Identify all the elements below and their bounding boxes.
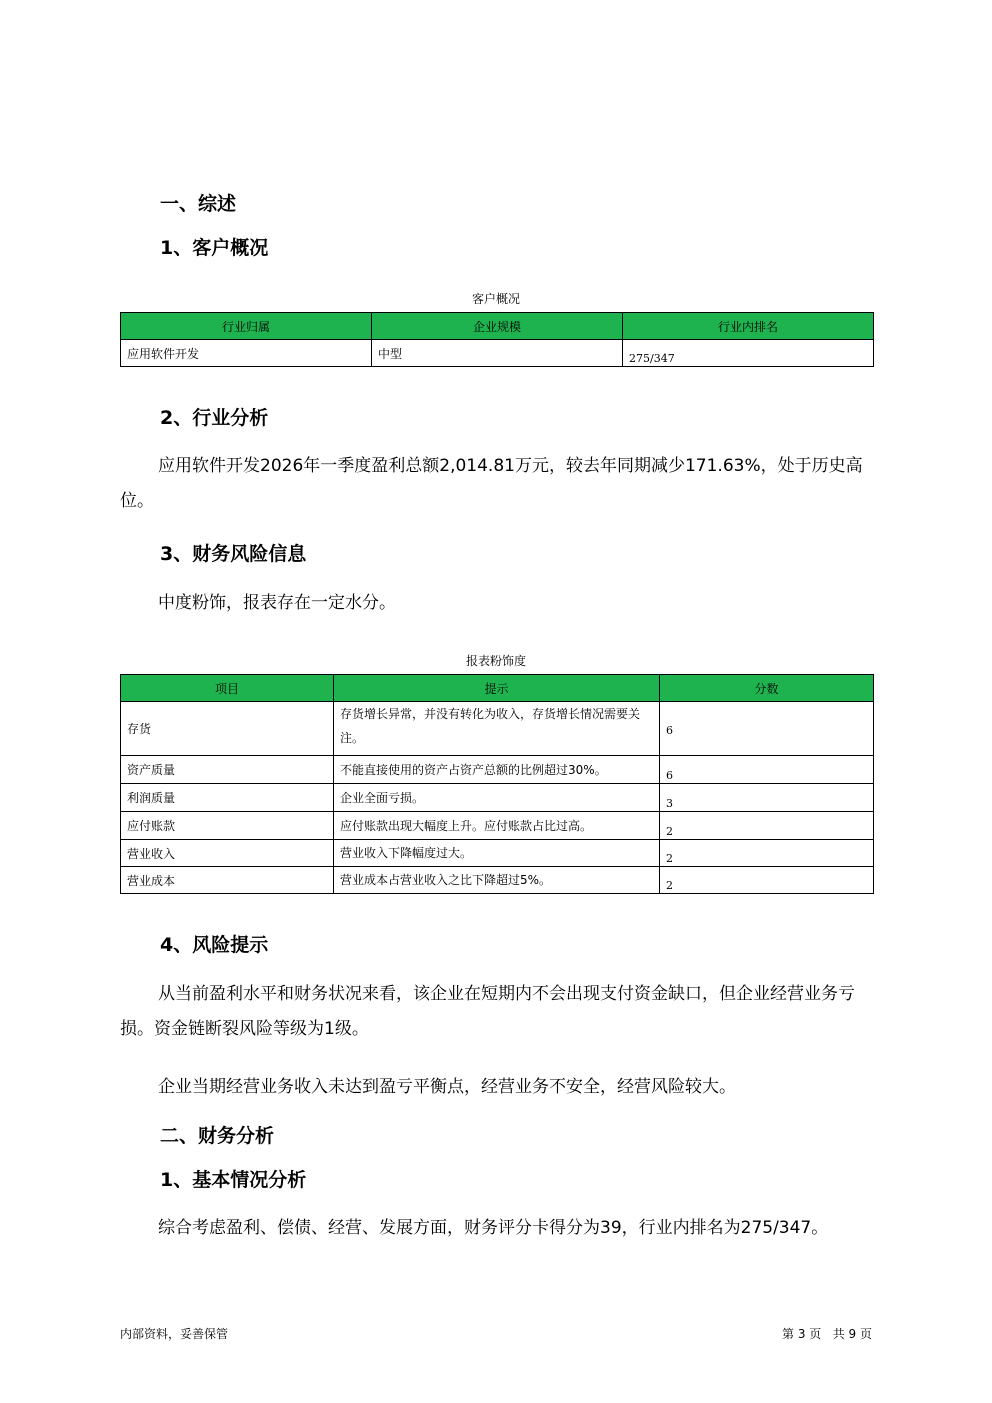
risk-warning-text-1: 从当前盈利水平和财务状况来看，该企业在短期内不会出现支付资金缺口，但企业经营业务亏损。资金链断裂风险等级为1级。 [120,984,855,1039]
item-cell: 资产质量 [121,756,334,784]
table-row [121,867,874,894]
item-cell: 营业收入 [121,840,334,867]
industry-cell: 应用软件开发 [121,340,372,367]
column-header: 项目 [121,675,334,702]
table-row [121,812,874,840]
fraud-table-caption: 报表粉饰度 [465,654,526,668]
score-cell: 6 [660,756,874,784]
basic-analysis-text: 综合考虑盈利、偿债、经营、发展方面，财务评分卡得分为39，行业内排名为275/347。 [158,1218,829,1238]
column-header: 行业归属 [121,313,372,340]
score-cell: 2 [660,867,874,894]
section-title-financial: 二、财务分析 [160,1125,275,1147]
score-cell: 2 [660,812,874,840]
footer-note: 内部资料，妥善保管 [120,1327,229,1341]
item-cell: 应付账款 [121,812,334,840]
table-row [121,340,874,367]
score-cell: 6 [660,702,874,756]
hint-cell: 存货增长异常，并没有转化为收入，存货增长情况需要关注。 [334,702,660,756]
table-row [121,756,874,784]
subsection-title-risk-info: 3、财务风险信息 [160,543,307,565]
customer-table [120,312,874,367]
item-cell: 存货 [121,702,334,756]
table-row [121,840,874,867]
subsection-title-customer: 1、客户概况 [160,237,269,259]
table-header-row [121,313,874,340]
subsection-title-industry: 2、行业分析 [160,407,269,429]
hint-cell: 应付账款出现大幅度上升。应付账款占比过高。 [334,812,660,840]
risk-warning-text-2: 企业当期经营业务收入未达到盈亏平衡点，经营业务不安全，经营风险较大。 [158,1077,736,1097]
score-cell: 3 [660,784,874,812]
section-title-overview: 一、综述 [160,193,237,215]
hint-cell: 不能直接使用的资产占资产总额的比例超过30%。 [334,756,660,784]
table-row [121,702,874,756]
score-cell: 2 [660,840,874,867]
hint-cell: 营业成本占营业收入之比下降超过5%。 [334,867,660,894]
column-header: 行业内排名 [623,313,874,340]
scale-cell: 中型 [372,340,623,367]
rank-cell: 275/347 [623,340,874,367]
industry-analysis-text: 应用软件开发2026年一季度盈利总额2,014.81万元，较去年同期减少171.63%，处于历史高位。 [120,456,863,511]
column-header: 企业规模 [372,313,623,340]
customer-table-caption: 客户概况 [471,292,520,306]
fraud-table [120,674,874,894]
column-header: 分数 [660,675,874,702]
risk-info-text: 中度粉饰，报表存在一定水分。 [158,593,396,613]
item-cell: 营业成本 [121,867,334,894]
subsection-title-basic: 1、基本情况分析 [160,1169,307,1191]
hint-cell: 企业全面亏损。 [334,784,660,812]
table-row [121,784,874,812]
hint-cell: 营业收入下降幅度过大。 [334,840,660,867]
item-cell: 利润质量 [121,784,334,812]
column-header: 提示 [334,675,660,702]
table-header-row [121,675,874,702]
subsection-title-risk-warning: 4、风险提示 [160,934,269,956]
page-number: 第 3 页 共 9 页 [782,1327,872,1341]
